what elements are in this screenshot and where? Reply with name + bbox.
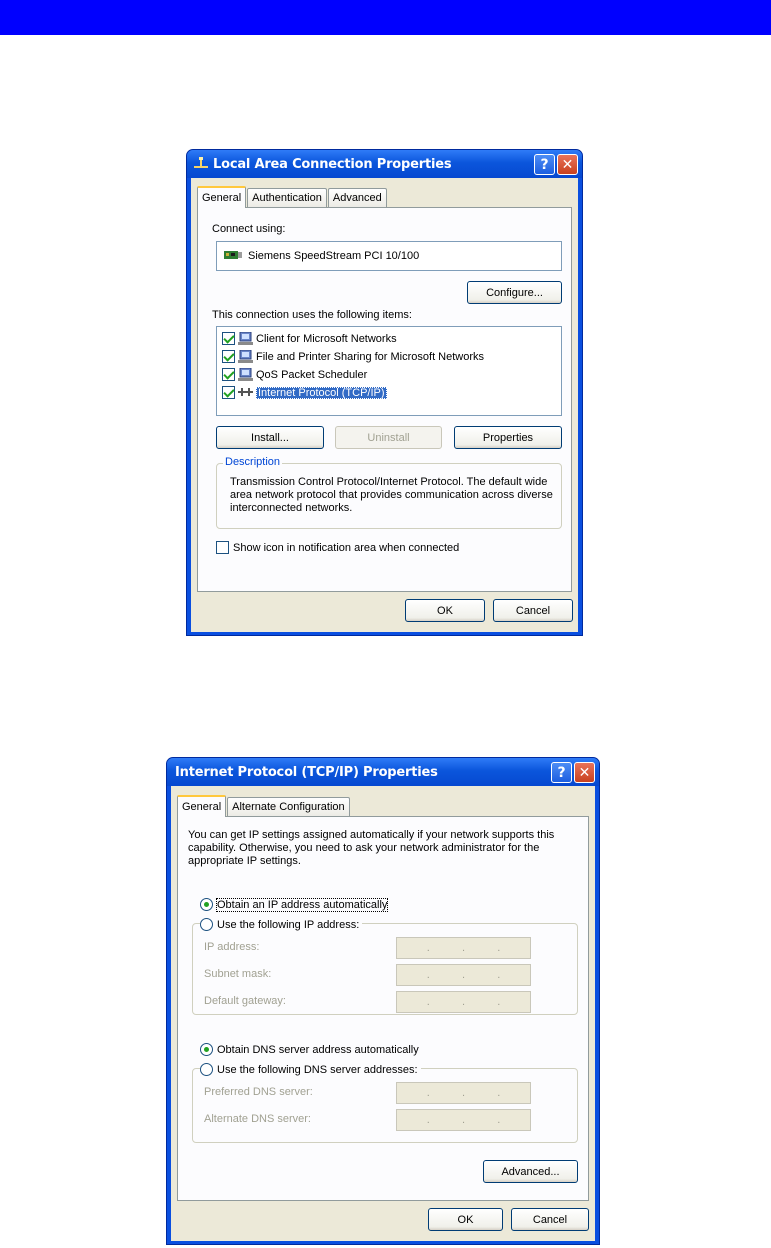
alternate-dns-field[interactable]: . . . [396, 1109, 531, 1131]
lan-title-bar[interactable] [187, 150, 582, 178]
close-button[interactable] [574, 762, 595, 783]
show-icon-checkbox[interactable] [216, 541, 229, 554]
help-icon: ? [540, 156, 549, 173]
use-following-ip-label: Use the following IP address: [217, 918, 360, 931]
default-gateway-label: Default gateway: [204, 995, 286, 1007]
tcpip-tab-strip [177, 795, 351, 816]
computer-network-icon [238, 368, 253, 382]
lan-tab-strip [197, 186, 388, 207]
cancel-button[interactable]: Cancel [493, 599, 573, 622]
list-item[interactable] [222, 348, 484, 365]
lan-general-panel [197, 207, 572, 592]
obtain-ip-auto-label: Obtain an IP address automatically [217, 898, 388, 911]
tab-general[interactable]: General [197, 186, 246, 208]
list-item[interactable] [222, 330, 397, 347]
subnet-mask-label: Subnet mask: [204, 968, 272, 980]
adapter-field [216, 241, 562, 271]
static-dns-group [192, 1068, 578, 1143]
item-checkbox[interactable] [222, 332, 235, 345]
lan-window-title: Local Area Connection Properties [213, 156, 452, 172]
obtain-ip-auto-radio[interactable] [200, 898, 213, 911]
tcpip-client-area [171, 786, 595, 1241]
ok-button[interactable]: OK [428, 1208, 503, 1231]
properties-button[interactable]: Properties [454, 426, 562, 449]
configure-button[interactable]: Configure... [467, 281, 562, 304]
computer-network-icon [238, 332, 253, 346]
obtain-dns-auto-label: Obtain DNS server address automatically [217, 1043, 419, 1056]
obtain-dns-auto-option[interactable] [200, 1041, 419, 1058]
intro-text: You can get IP settings assigned automatically if your network supports this capability. Otherwise, you need to ask your network administrator for the appropriate IP settings. [188, 829, 555, 867]
help-icon: ? [557, 764, 566, 781]
list-item[interactable] [222, 366, 367, 383]
help-button[interactable] [534, 154, 555, 175]
advanced-button[interactable]: Advanced... [483, 1160, 578, 1183]
tcpip-properties-window [166, 757, 600, 1245]
item-checkbox[interactable] [222, 368, 235, 381]
item-label: Internet Protocol (TCP/IP) [258, 386, 385, 399]
adapter-name: Siemens SpeedStream PCI 10/100 [248, 250, 420, 262]
item-checkbox[interactable] [222, 350, 235, 363]
default-gateway-field[interactable]: . . . [396, 991, 531, 1013]
item-label: QoS Packet Scheduler [256, 368, 368, 381]
tcpip-general-panel [177, 816, 589, 1201]
tcpip-title-bar[interactable] [167, 758, 599, 786]
printer-network-icon [238, 350, 253, 364]
ok-button[interactable]: OK [405, 599, 485, 622]
tab-alternate-configuration[interactable]: Alternate Configuration [227, 797, 350, 816]
cancel-button[interactable]: Cancel [511, 1208, 589, 1231]
ip-address-label: IP address: [204, 941, 260, 953]
use-following-dns-label: Use the following DNS server addresses: [217, 1063, 418, 1076]
tab-general[interactable]: General [177, 795, 226, 817]
components-list[interactable] [216, 326, 562, 416]
obtain-dns-auto-radio[interactable] [200, 1043, 213, 1056]
lan-properties-window [186, 149, 583, 636]
help-button[interactable] [551, 762, 572, 783]
list-item-selected[interactable] [222, 384, 387, 401]
item-checkbox[interactable] [222, 386, 235, 399]
description-group [216, 456, 562, 529]
show-icon-label: Show icon in notification area when connected [233, 541, 460, 554]
lan-client-area [191, 178, 578, 632]
use-following-ip-radio[interactable] [200, 918, 213, 931]
tcpip-window-title: Internet Protocol (TCP/IP) Properties [175, 764, 438, 780]
tab-authentication[interactable]: Authentication [247, 188, 327, 207]
item-label: File and Printer Sharing for Microsoft Networks [256, 350, 485, 363]
items-label: This connection uses the following items: [212, 309, 412, 321]
close-icon: ✕ [578, 764, 591, 781]
obtain-ip-auto-option[interactable] [200, 896, 387, 913]
show-icon-option[interactable] [216, 539, 459, 556]
alternate-dns-label: Alternate DNS server: [204, 1113, 311, 1125]
preferred-dns-label: Preferred DNS server: [204, 1086, 313, 1098]
subnet-mask-field[interactable]: . . . [396, 964, 531, 986]
use-following-dns-option[interactable] [200, 1061, 421, 1078]
description-text: Transmission Control Protocol/Internet Protocol. The default wide area network protocol that provides communication across diverse interconnected networks. [230, 476, 553, 514]
use-following-ip-option[interactable] [200, 916, 362, 933]
ip-address-field[interactable]: . . . [396, 937, 531, 959]
uninstall-button[interactable]: Uninstall [335, 426, 442, 449]
network-card-icon [224, 249, 242, 263]
description-title: Description [225, 456, 281, 468]
protocol-icon [238, 386, 253, 400]
tab-advanced[interactable]: Advanced [328, 188, 387, 207]
close-button[interactable] [557, 154, 578, 175]
network-connection-icon [193, 157, 209, 171]
preferred-dns-field[interactable]: . . . [396, 1082, 531, 1104]
connect-using-label: Connect using: [212, 223, 286, 235]
item-label: Client for Microsoft Networks [256, 332, 397, 345]
use-following-dns-radio[interactable] [200, 1063, 213, 1076]
close-icon: ✕ [561, 156, 574, 173]
install-button[interactable]: Install... [216, 426, 324, 449]
top-header-bar [0, 0, 771, 35]
